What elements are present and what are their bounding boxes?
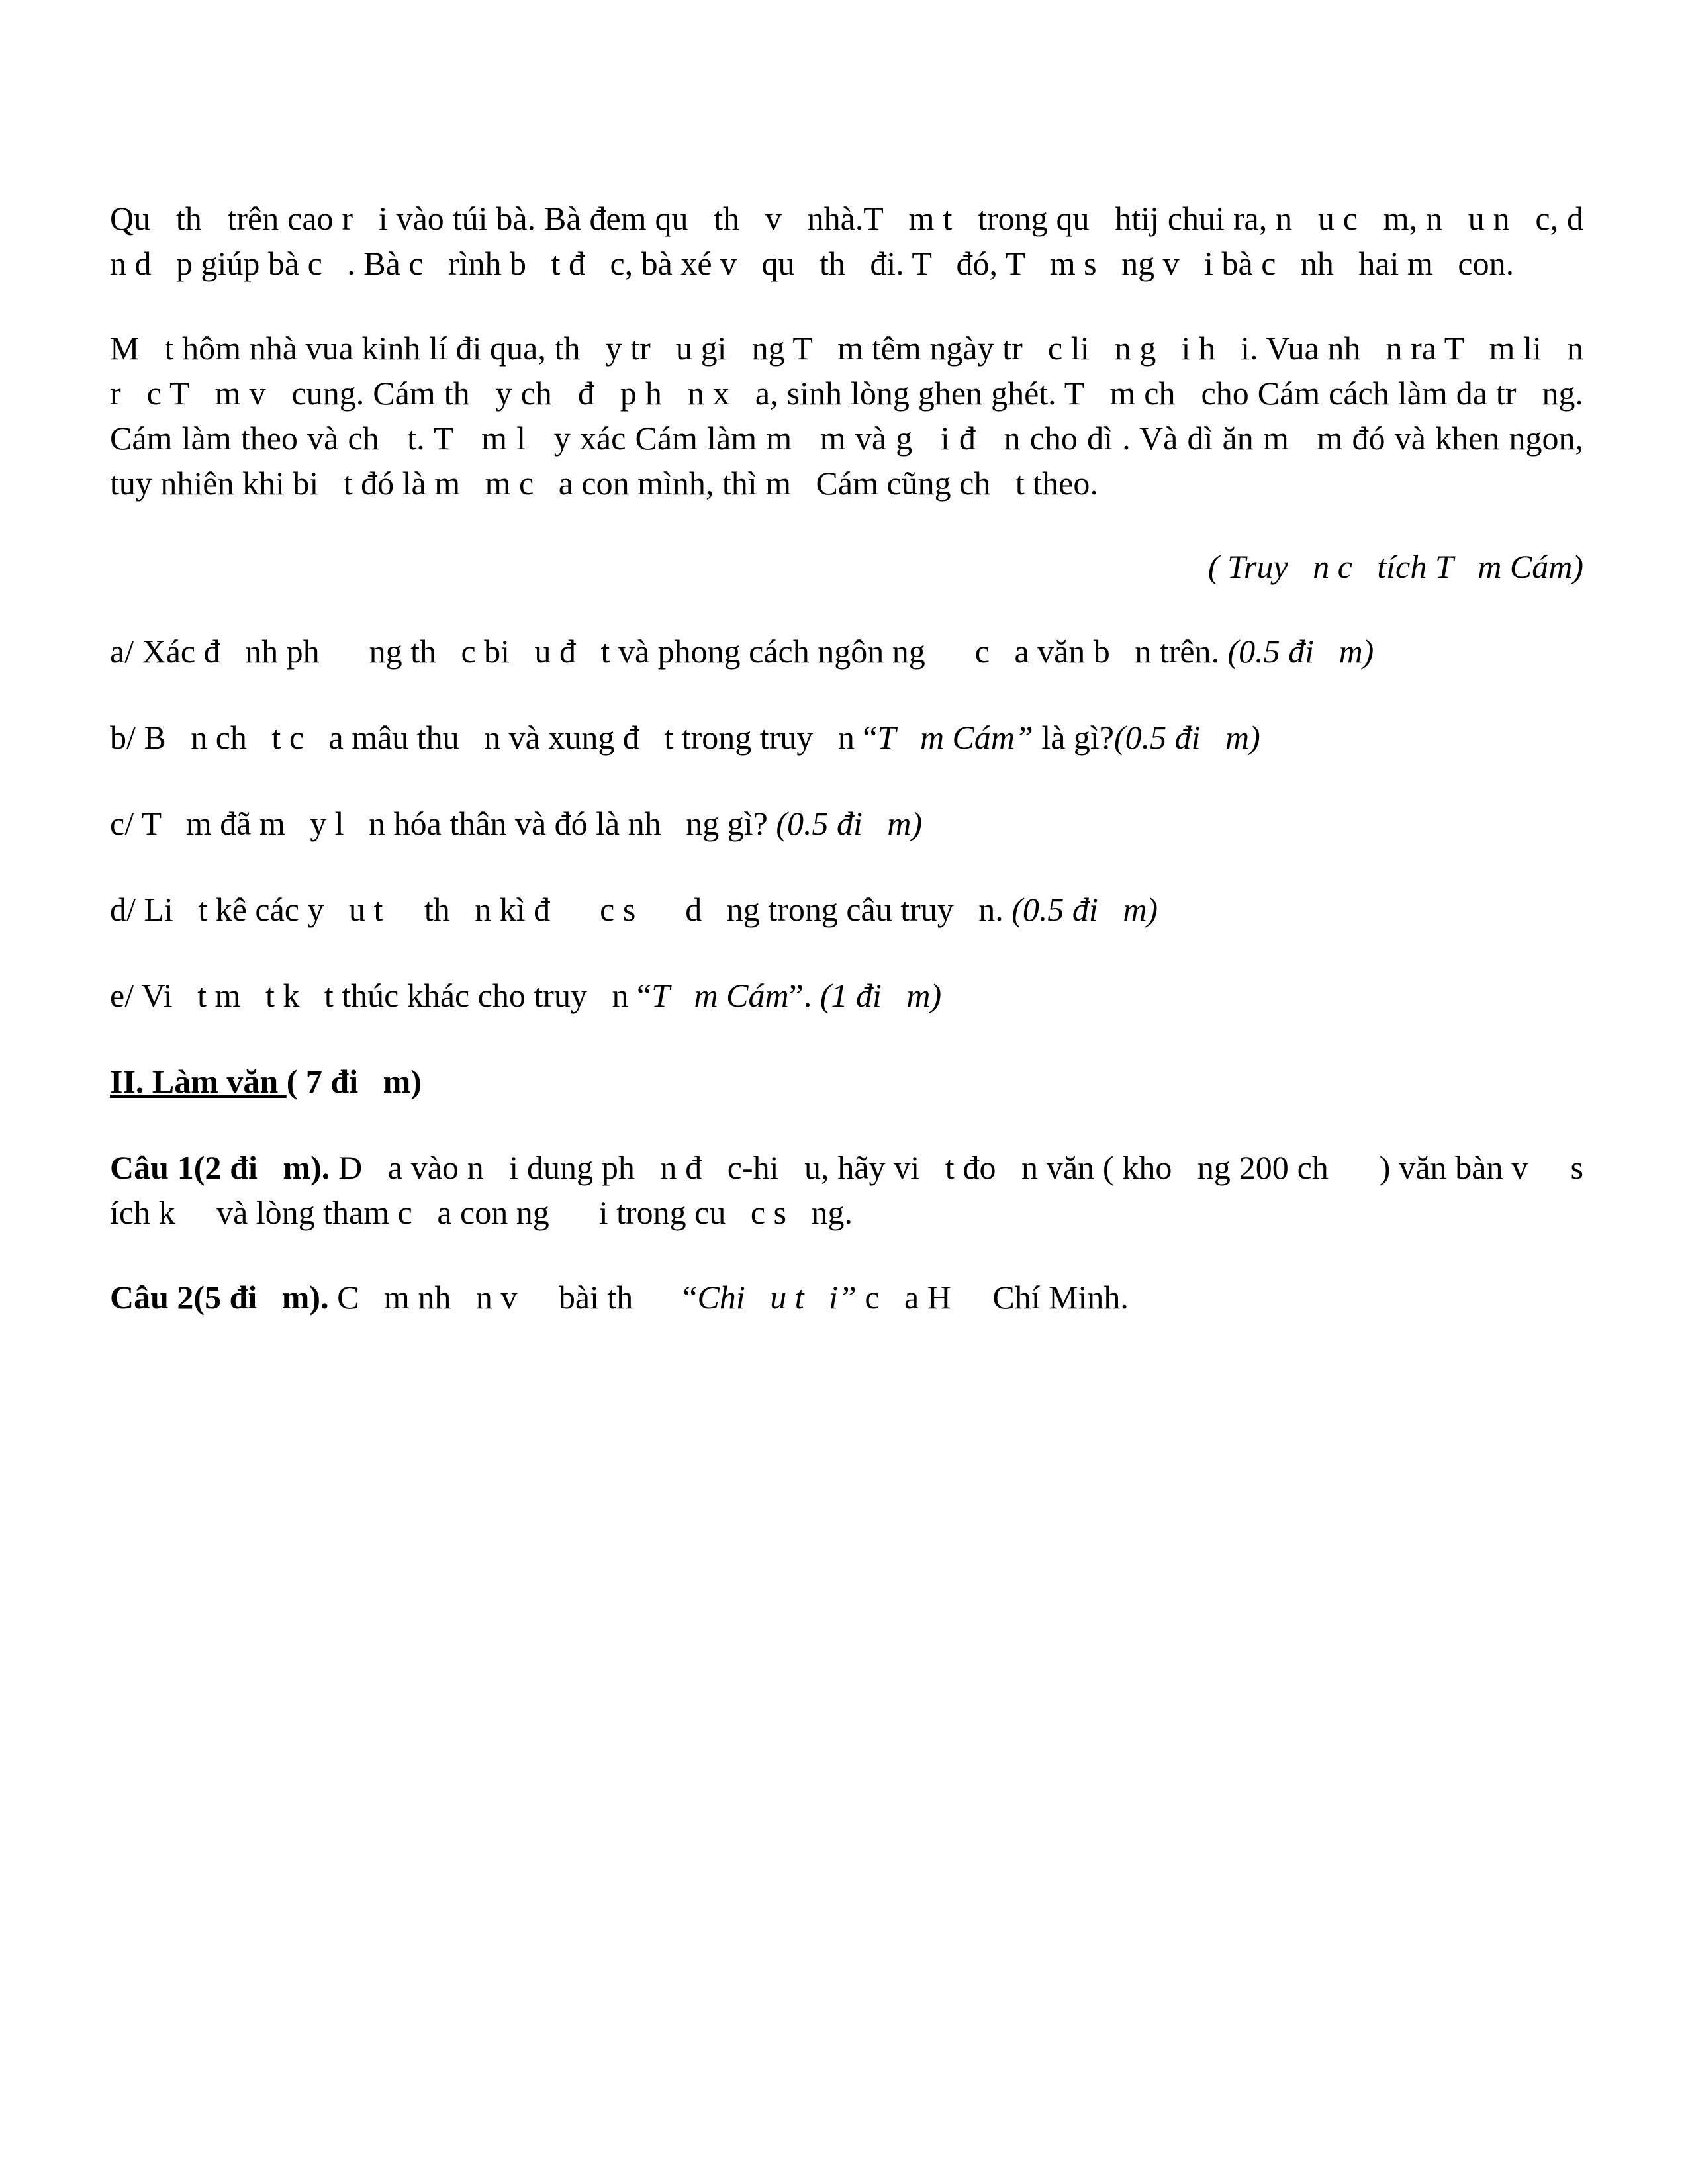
question-d-score: (0.5 đi m) xyxy=(1011,891,1158,928)
essay-question-2-title: Chi u t i” xyxy=(697,1279,857,1316)
essay-question-2-text: C m nh n v bài th “ xyxy=(328,1279,698,1316)
question-b-text: b/ B n ch t c a mâu thu n và xung đ t trong truy n “ xyxy=(110,719,878,756)
question-e-score: (1 đi m) xyxy=(820,977,942,1014)
question-c-text: c/ T m đã m y l n hóa thân và đó là nh ng gì? xyxy=(110,805,776,842)
section-2-score: ( 7 đi m) xyxy=(286,1063,422,1100)
question-a xyxy=(110,629,1583,674)
document-page xyxy=(110,196,1609,1359)
question-d xyxy=(110,887,1583,932)
essay-question-1-text: D a vào n i dung ph n đ c-hi u, hãy vi t đo n văn ( kho ng 200 ch ) văn bàn v s ích k và lòng tham c a con ng i trong cu c s ng. xyxy=(110,1149,1609,1231)
question-d-text: d/ Li t kê các y u t th n kì đ c s d ng trong câu truy n. xyxy=(110,891,1012,928)
section-2-title: II. Làm văn xyxy=(110,1063,287,1100)
passage-paragraph-1: Qu th trên cao r i vào túi bà. Bà đem qu th v nhà.T m t trong qu htij chui ra, n u c m, n u n c, d n d p giúp bà c . Bà c rình b t đ c, bà xé v qu th đi. T đó, T m s ng v i bà c nh hai m con. xyxy=(110,200,1609,282)
question-b-text-after: là gì? xyxy=(1033,719,1114,756)
question-a-text: a/ Xác đ nh ph ng th c bi u đ t và phong cách ngôn ng c a văn b n trên. xyxy=(110,633,1228,670)
essay-question-2 xyxy=(110,1275,1583,1320)
section-2-heading xyxy=(110,1059,1583,1104)
passage-paragraph-2: M t hôm nhà vua kinh lí đi qua, th y tr u gi ng T m têm ngày tr c li n g i h i. Vua nh n ra T m li n r c T m v cung. Cám th y ch đ p h n x a, sinh lòng ghen ghét. T m ch cho Cám cách làm da tr ng. Cám làm theo và ch t. T m l y xác Cám làm m m và g i đ n cho dì . Và dì ăn m m đó và khen ngon, tuy nhiên khi bi t đó là m m c a con mình, thì m Cám cũng ch t theo. xyxy=(110,330,1592,502)
question-b-title: T m Cám” xyxy=(877,719,1033,756)
question-b xyxy=(110,715,1583,760)
essay-question-2-label: Câu 2(5 đi m). xyxy=(110,1279,329,1316)
question-c-score: (0.5 đi m) xyxy=(776,805,923,842)
question-a-score: (0.5 đi m) xyxy=(1227,633,1374,670)
question-e-text: e/ Vi t m t k t thúc khác cho truy n “ xyxy=(110,977,652,1014)
question-c xyxy=(110,801,1583,846)
essay-question-1 xyxy=(110,1145,1609,1235)
question-b-score: (0.5 đi m) xyxy=(1114,719,1260,756)
essay-question-1-label: Câu 1(2 đi m). xyxy=(110,1149,330,1186)
essay-question-2-text-after: c a H Chí Minh. xyxy=(856,1279,1129,1316)
question-e-text-after: ”. xyxy=(788,977,820,1014)
question-e-title: T m Cám xyxy=(651,977,789,1014)
question-e xyxy=(110,973,1583,1018)
passage-source: ( Truy n c tích T m Cám) xyxy=(1207,548,1583,585)
